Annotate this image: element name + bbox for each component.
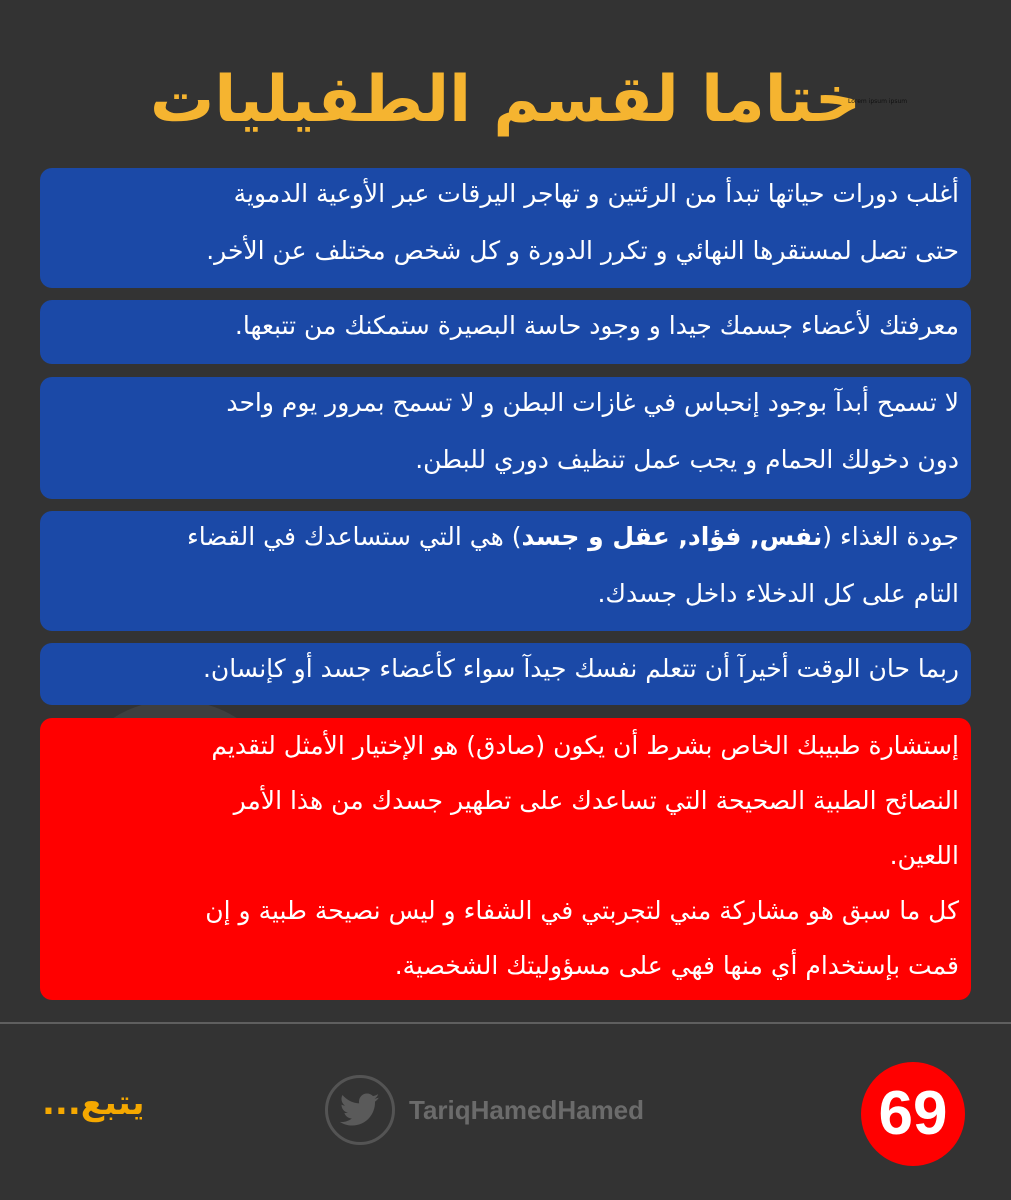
box-1-line-2: حتى تصل لمستقرها النهائي و تكرر الدورة و كل شخص مختلف عن الأخر.	[206, 236, 959, 265]
text-box-4	[40, 511, 971, 631]
box-6-line-3: اللعين.	[889, 841, 959, 870]
box-6-line-5: قمت بإستخدام أي منها فهي على مسؤوليتك الشخصية.	[394, 951, 959, 980]
text-box-6	[40, 718, 971, 1000]
box-1-line-1: أغلب دورات حياتها تبدأ من الرئتين و تهاجر اليرقات عبر الأوعية الدموية	[233, 179, 959, 208]
box-5-line-1: ربما حان الوقت أخيرآ أن تتعلم نفسك جيدآ سواء كأعضاء جسد أو كإنسان.	[202, 654, 959, 683]
box-6-line-2: النصائح الطبية الصحيحة التي تساعدك على تطهير جسدك من هذا الأمر	[233, 786, 959, 815]
box-6-line-1: إستشارة طبيبك الخاص بشرط أن يكون (صادق) هو الإختيار الأمثل لتقديم	[211, 731, 959, 760]
title-note: Lorem ipsum ipsum	[848, 98, 908, 105]
page-title: ختاما لقسم الطفيليات	[150, 63, 861, 137]
box-4-bold-text: نفس, فؤاد, عقل و جسد	[521, 522, 823, 551]
page-number-badge	[861, 1062, 965, 1166]
text-box-1	[40, 168, 971, 288]
twitter-handle: TariqHamedHamed	[409, 1094, 645, 1125]
box-3-line-1: لا تسمح أبدآ بوجود إنحباس في غازات البطن و لا تسمح بمرور يوم واحد	[226, 388, 959, 417]
twitter-handle-group	[325, 1075, 644, 1145]
text-box-5	[40, 643, 971, 705]
to-be-continued: يتبع...	[42, 1083, 145, 1123]
box-4-line-1: جودة الغذاء (نفس, فؤاد, عقل و جسد) هي التي ستساعدك في القضاء	[186, 522, 959, 551]
box-2-line-1: معرفتك لأعضاء جسمك جيدا و وجود حاسة البصيرة ستمكنك من تتبعها.	[234, 311, 959, 340]
twitter-bird-icon	[325, 1075, 395, 1145]
text-box-3	[40, 377, 971, 499]
page-number: 69	[878, 1079, 948, 1148]
box-6-line-4: كل ما سبق هو مشاركة مني لتجربتي في الشفاء و ليس نصيحة طبية و إن	[205, 896, 959, 925]
footer-divider	[0, 1022, 1011, 1024]
box-4-line-2: التام على كل الدخلاء داخل جسدك.	[597, 579, 959, 608]
box-3-line-2: دون دخولك الحمام و يجب عمل تنظيف دوري للبطن.	[415, 445, 959, 474]
text-box-2	[40, 300, 971, 364]
